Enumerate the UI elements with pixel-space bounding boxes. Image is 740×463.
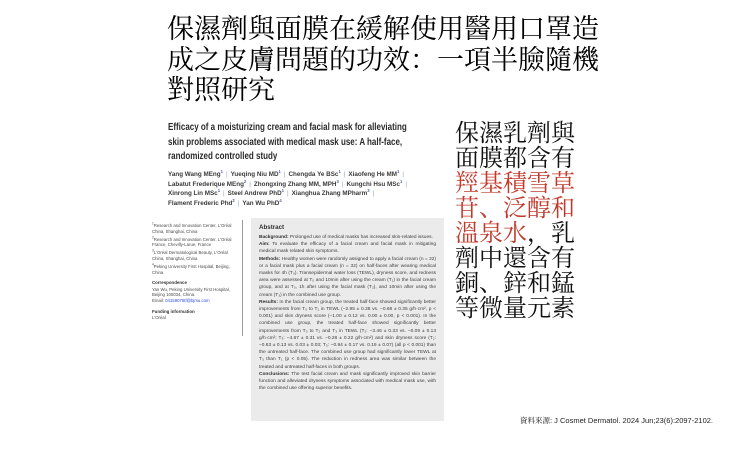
abstract-section: Methods: Healthy women were randomly assigned to apply a facial cream (n = 32) or a facial mask plus a facial cream (n = 32) on half-faces after wearing medical masks for 4h (T₀). Transepidermal water loss (TEWL), dryness score, and redness area were assessed at T₀ and 10min after using the cream (T₁) in the facial cream group, and at T₀, 1h after using the facial mask (T₂), and 10min after using the cream (T₃) in the combined use group. [259,256,436,298]
author-name: Yan Wu PhD$^4$ [242,197,282,207]
source-citation [520,415,713,426]
annotation-line [455,221,595,246]
abstract-section-label: Conclusions: [259,371,290,377]
annotation-line [455,121,595,146]
author-separator: | [343,171,346,178]
annotation-segment: 面膜都含有 [455,145,575,172]
affiliation-item [152,264,240,275]
author-separator: | [341,180,344,188]
source-text: J Cosmet Dermatol. 2024 Jun;23(6):2097-2102. [554,416,713,425]
correspondence-email-row [152,298,240,304]
slide-title-line: 成之皮膚問題的功效：一項半臉隨機 [167,44,599,75]
author-separator: | [402,171,405,178]
author-separator: | [372,190,375,197]
author-name: Zhongxing Zhang MM, MPH$^3$ [253,178,339,188]
author-name: Kungchi Hsu MSc$^1$ [346,178,403,188]
author-separator: | [223,190,225,197]
funding-text: L'Oréal [152,315,166,321]
author-name: Yang Wang MEng$^1$ [168,168,223,178]
slide-title-line: 保濕劑與面膜在緩解使用醫用口罩造 [167,14,599,44]
annotation-segment: 等微量元素 [455,295,575,322]
annotation-highlight: 苷、泛醇和 [455,195,575,222]
affiliation-text: L'Oréal Dermatological Beauty, L'Oréal China, Shanghai, China [152,250,228,261]
affiliations-list [152,223,240,275]
author-separator: | [405,180,407,188]
author-separator: | [287,190,289,197]
author-affil-sup: 1 [220,168,223,174]
affiliation-text: Research and Innovation Center, L'Oréal China, Shanghai, China [152,223,232,234]
author-affil-sup: 2 [232,197,235,203]
paper-title [168,121,452,165]
affiliation-sup: 1 [152,221,154,226]
email-label: Email: [152,298,166,304]
correspondence-text: Yan Wu, Peking University First Hospital, Beijing 100034, China. [152,286,230,298]
annotation-highlight: 溫泉水 [455,220,527,247]
author-separator: | [283,171,286,178]
affiliation-sup: 4 [152,262,154,267]
author-name: Flament Frederic Phd$^2$ [168,197,235,207]
abstract-section: Aim: To evaluate the efficacy of a facial cream and facial mask in mitigating medical mask related skin symptoms. [259,242,436,255]
author-name: Xianghua Zhang MPharm$^3$ [291,187,370,197]
annotation-segment: 銅、鋅和錳 [455,270,575,297]
author-affil-sup: 1 [399,178,403,184]
abstract-section: Background: Prolonged use of medical masks has increased skin-related issues. [259,235,433,240]
author-name: Xinrong Lin MSc$^1$ [168,187,221,197]
author-name: Chengda Ye BSc$^1$ [288,168,341,178]
author-affil-sup: 1 [397,168,400,174]
annotation-line [455,196,595,221]
annotation-line [455,171,595,196]
author-line [168,170,458,180]
slide-title-line: 對照研究 [167,75,275,105]
annotation-line [455,246,595,271]
affiliation-sup: 2 [152,235,154,240]
author-affil-sup: 1 [338,168,341,174]
author-name: Steel Andrew PhD$^1$ [227,187,285,197]
abstract-section-label: Methods: [259,256,281,262]
author-affil-sup: 3 [336,178,339,184]
annotation-text [455,121,595,321]
paper-authors [168,170,458,208]
author-line [168,180,458,190]
author-affil-sup: 1 [281,187,285,193]
author-line [168,199,458,209]
affiliation-text: Research and Innovation Center, L'Oréal France, Chevilly-Larue, France [152,236,232,248]
paper-title-line: skin problems associated with medical mask use: A half-face, [168,136,403,148]
abstract-section-label: Background: [259,235,289,240]
author-affil-sup: 1 [278,168,281,174]
author-line [168,189,458,199]
source-label: 資料來源: [519,416,553,425]
slide-title [167,14,607,106]
correspondence-heading: Correspondence [152,280,187,286]
author-separator: | [249,180,251,188]
affiliation-sup: 3 [152,248,154,253]
annotation-segment: 劑中還含有 [455,245,575,272]
abstract-sections [259,234,436,392]
annotation-segment: 保濕乳劑與 [455,120,575,147]
paper-title-line: randomized controlled study [168,151,278,162]
affiliation-item [152,223,240,234]
annotation-line [455,271,595,296]
annotation-line [455,296,595,321]
paper-title-line: Efficacy of a moisturizing cream and facial mask for alleviating [168,122,407,133]
abstract-section: Results: In the facial cream group, the treated half-face showed significantly better improvements from T₀ to T₁ in TEWL (−2.95 ± 0.38 vs. −0.68 ± 0.35 g/h·cm², p < 0.001) and skin dryness score (−1.00 ± 0.12 vs. 0.00 ± 0.00, p < 0.001). In the combined use group, the treated half-face showed significantly better improvements from T₀ to T₂ and T₃ in TEWL (T₂: −3.46 ± 0.33 vs. −0.09 ± 0.13 g/h·cm²; T₃: −4.67 ± 0.31 vs. −0.28 ± 0.22 g/h·cm²) and skin dryness score (T₂: −0.63 ± 0.13 vs. 0.03 ± 0.03; T₃: −0.94 ± 0.17 vs. 0.19 ± 0.07) (all p < 0.001) than the untreated half-face. The combined use group had significantly lower TEWL at T₃ than T₁ (p < 0.05). The reduction in redness area was similar between the treated and untreated half-faces in both groups. [259,299,436,370]
column-divider [242,220,243,336]
funding-heading: Funding information [152,308,195,314]
abstract-section-label: Results: [259,299,278,305]
paper-left-column [152,223,240,321]
annotation-line [455,146,595,171]
author-affil-sup: 3 [367,187,370,193]
author-affil-sup: 4 [279,197,282,203]
author-name: Labatut Frederique MEng$^2$ [168,178,247,188]
annotation-highlight: 羥基積雪草 [455,170,575,197]
affiliation-text: Peking University First Hospital, Beijing, China [152,264,230,275]
affiliation-item [152,250,240,261]
author-affil-sup: 1 [217,187,221,193]
abstract-heading: Abstract [259,224,285,231]
abstract-box [251,218,444,421]
affiliation-item [152,237,240,248]
annotation-segment: ，乳 [527,220,575,247]
author-affil-sup: 2 [243,178,247,184]
author-separator: | [225,171,228,178]
abstract-section: Conclusions: The test facial cream and mask significantly improved skin barrier function and alleviated dryness symptoms associated with medical mask use, with the combined use offering superior benefits. [259,371,436,392]
author-name: Xiaofeng He $MM^1$ [348,168,400,178]
email-link[interactable]: 04159075tf@bjmu.com [165,298,210,304]
author-separator: | [237,199,240,207]
abstract-section-label: Aim: [259,242,270,248]
author-name: Yueqing Niu $MD^1$ [230,168,281,178]
